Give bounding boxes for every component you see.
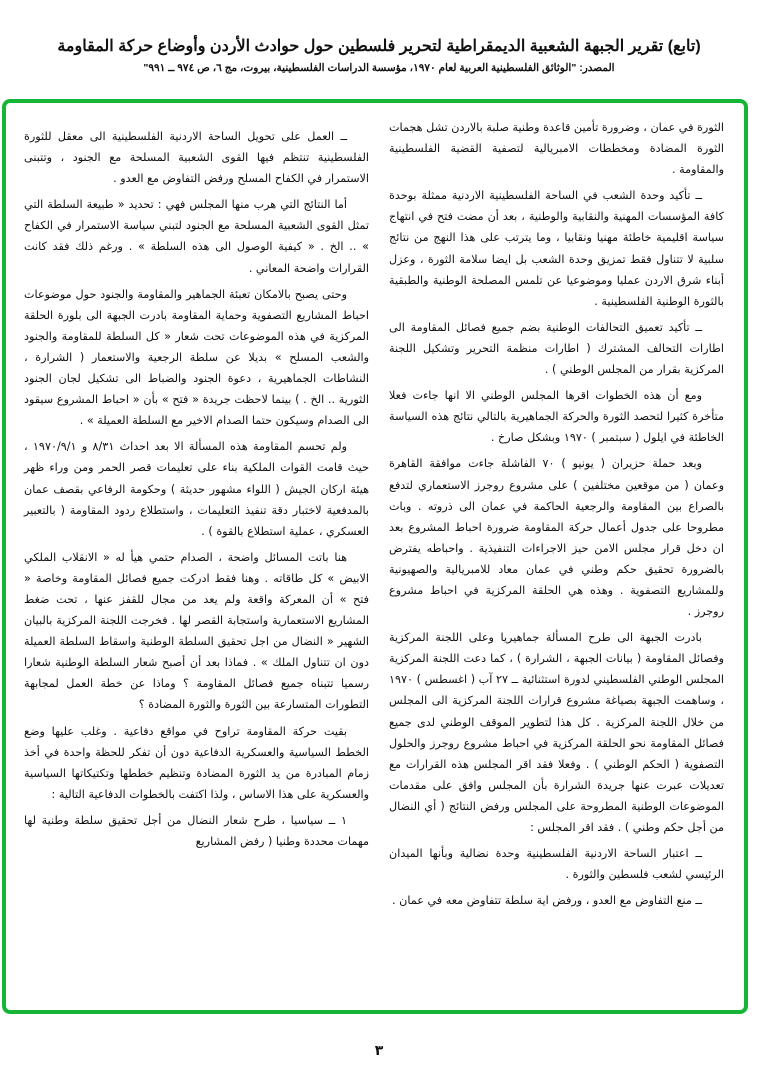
page-number: ٣ <box>374 1043 384 1059</box>
paragraph: بقيت حركة المقاومة تراوح في مواقع دفاعية . وغلب عليها وضع الخطط السياسية والعسكرية الدفاعية دون أن تفكر للحظة واحدة في أخذ زمام المبادرة من يد الثورة المضادة وتنظيم خططها وتكتيكاتها السياسية والعسكرية على هذا الاساس ، ولذا اكتفت بالخطوات الدفاعية التالية : <box>24 724 369 801</box>
paragraph: ــ اعتبار الساحة الاردنية الفلسطينية وحدة نضالية وبأنها الميدان الرئيسي لشعب فلسطين والثورة . <box>389 847 724 882</box>
paragraph: ــ تأكيد تعميق التحالفات الوطنية بضم جميع فصائل المقاومة الى اطارات التحالف المشترك ( اطارات منظمة التحرير وتشكيل اللجنة المركزية بقرار من المجلس الوطني ) . <box>389 320 724 377</box>
paragraph: هنا باتت المسائل واضحة ، الصدام حتمي هيأ له « الانقلاب الملكي الابيض » كل طاقاته . وهنا فقط ادركت جميع فصائل المقاومة وخاصة « فتح » أن المعركة واقعة ولم يعد من مجال للقفز عنها ، تحت ضغط المشاريع الاستعمارية واستجابة القصر لها . فخرجت اللجنة المركزية بالبيان الشهير « النضال من اجل تحقيق السلطة الوطنية واسقاط السلطة العميلة دون ان تتناول الملك » . فماذا بعد أن أصبح شعار السلطة الوطنية شعارا رسميا تتبناه جميع فصائل المقاومة ؟ وماذا عن خطة العمل لمجابهة التطورات المتسارعة بين الثورة والثورة المضادة ؟ <box>24 550 369 712</box>
left-column <box>24 126 369 857</box>
paragraph: الثورة في عمان ، وضرورة تأمين قاعدة وطنية صلبة بالاردن تشل هجمات الثورة المضادة ومخططات الامبريالية لتصفية القضية الفلسطينية والمقاومة . <box>389 121 724 177</box>
paragraph: أما النتائج التي هرب منها المجلس فهي : تحديد « طبيعة السلطة التي تمثل القوى الشعبية المسلحة مع الجنود لتبني سياسة الاستمرار في الكفاح » .. الخ . « كيفية الوصول الى هذه السلطة » . ورغم ذلك فقد كانت القرارات واضحة المعاني . <box>24 198 369 275</box>
content-frame <box>2 99 748 1014</box>
paragraph: وبعد حملة حزيران ( يونيو ) ٧٠ الفاشلة جاءت موافقة القاهرة وعمان ( من موقعين مختلفين ) على مشروع روجرز الاستعماري لتدفع بالصراع بين المقاومة والرجعية الحاكمة في عمان الى ذروته . وبات مطروحا على جدول أعمال حركة المقاومة ضرورة احباط المشروع بعد ان دخل قرار مجلس الامن حيز الاجراءات التنفيذية . واحباطه يفترض بالضرورة تحقيق حكم وطني في عمان معاد للامبريالية والصهيونية وللمشاريع التصفوية . وهذه هي الحلقة المركزية في احباط مشروع روجرز . <box>389 457 724 619</box>
paragraph: ١ ــ سياسيا ، طرح شعار النضال من أجل تحقيق سلطة وطنية لها مهمات محددة وطنيا ( رفض المشاريع <box>24 813 369 848</box>
paragraph: بادرت الجبهة الى طرح المسألة جماهيريا وعلى اللجنة المركزية وفصائل المقاومة ( بيانات الجبهة ، الشرارة ) ، كما دعت اللجنة المركزية المجلس الوطني الفلسطيني لدورة استثنائية ــ ٢٧ آب ( اغسطس ) ١٩٧٠ ، وساهمت الجبهة بصياغة مشروع قرارات اللجنة المركزية الى المجلس من خلال اللجنة المركزية . كل هذا لتطوير الموقف الوطني لدى جميع فصائل المقاومة نحو الحلقة المركزية في احباط مشروع روجرز والحلول التصفوية ( الحكم الوطني ) . وفعلا فقد اقر المجلس هذه القرارات مع تعديلات عبرت عنها جريدة الشرارة بأن المجلس وافق على مقدمات الموضوعات الوطنية المطروحة على المجلس ورفض النتائج ( أي النضال من أجل حكم وطني ) . فقد اقر المجلس : <box>389 631 724 834</box>
document-title: (تابع) تقرير الجبهة الشعبية الديمقراطية لتحرير فلسطين حول حوادث الأردن وأوضاع حركة المقاومة <box>57 38 701 55</box>
paragraph: ــ منع التفاوض مع العدو ، ورفض اية سلطة تتفاوض معه في عمان . <box>392 894 702 908</box>
paragraph: وحتى يصبح بالامكان تعبئة الجماهير والمقاومة والجنود حول موضوعات احباط المشاريع التصفوية وحماية المقاومة بادرت الجبهة الى بلورة الحلقة المركزية في هذه الموضوعات تحت شعار « كل السلطة للمقاومة والجنود والشعب المسلح » بديلا عن سلطة الرجعية والاستعمار ( الشرارة ، النشاطات الجماهيرية ، دعوة الجنود والضباط الى تشكيل لجان الجنود الثورية .. الخ . ) بينما لاحظت جريدة « فتح » بأن « احباط المشروع سيقود الى الصدام وسيكون حتما الصدام الاخير مع السلطة العميلة » . <box>24 287 369 428</box>
document-header <box>0 36 758 76</box>
source-citation: المصدر: "الوثائق الفلسطينية العربية لعام ١٩٧٠، مؤسسة الدراسات الفلسطينية، بيروت، مج ٦، ص ٩٧٤ ــ ٩٩١" <box>143 62 615 74</box>
paragraph: ــ تأكيد وحدة الشعب في الساحة الفلسطينية الاردنية ممثلة بوحدة كافة المؤسسات المهنية والنقابية والوطنية ، بعد أن مضت فتح في انتهاج سياسة اقليمية خاطئة مهنيا ونقابيا ، وما يترتب على هذا النهج من نتائج سلبية لا تتناول فقط تمزيق وحدة الشعب بل ايضا سلامة الثورة ، وعزل أبناء شرق الاردن عمليا وموضوعيا عن تلمس المصلحة الوطنية والطبقية بالثورة الوطنية الفلسطينية . <box>389 189 724 308</box>
paragraph: ولم تحسم المقاومة هذه المسألة الا بعد احداث ٨/٣١ و ١٩٧٠/٩/١ ، حيث قامت القوات الملكية بناء على تعليمات قصر الحمر ومن وراء ظهر هيئة اركان الجيش ( اللواء مشهور حديثة ) وحكومة الرفاعي بقصف عمان بالمدفعية لاختبار دقة تنفيذ التعليمات ، واستطلاع ردود المقاومة ( بالتعبير العسكري ، عملية استطلاع بالقوة ) . <box>24 440 369 538</box>
paragraph: ــ العمل على تحويل الساحة الاردنية الفلسطينية الى معقل للثورة الفلسطينية تنتظم فيها القوى الشعبية المسلحة مع الجنود ، وتتبنى الاستمرار في الكفاح المسلح ورفض التفاوض مع العدو . <box>24 130 369 186</box>
paragraph: ومع أن هذه الخطوات اقرها المجلس الوطني الا انها جاءت فعلا متأخرة كثيرا لتحصد الثورة والحركة الجماهيرية بالتالي نتائج هذه السياسة الخاطئة في ايلول ( سبتمبر ) ١٩٧٠ وبشكل صارخ . <box>389 389 724 445</box>
right-column <box>389 117 724 916</box>
